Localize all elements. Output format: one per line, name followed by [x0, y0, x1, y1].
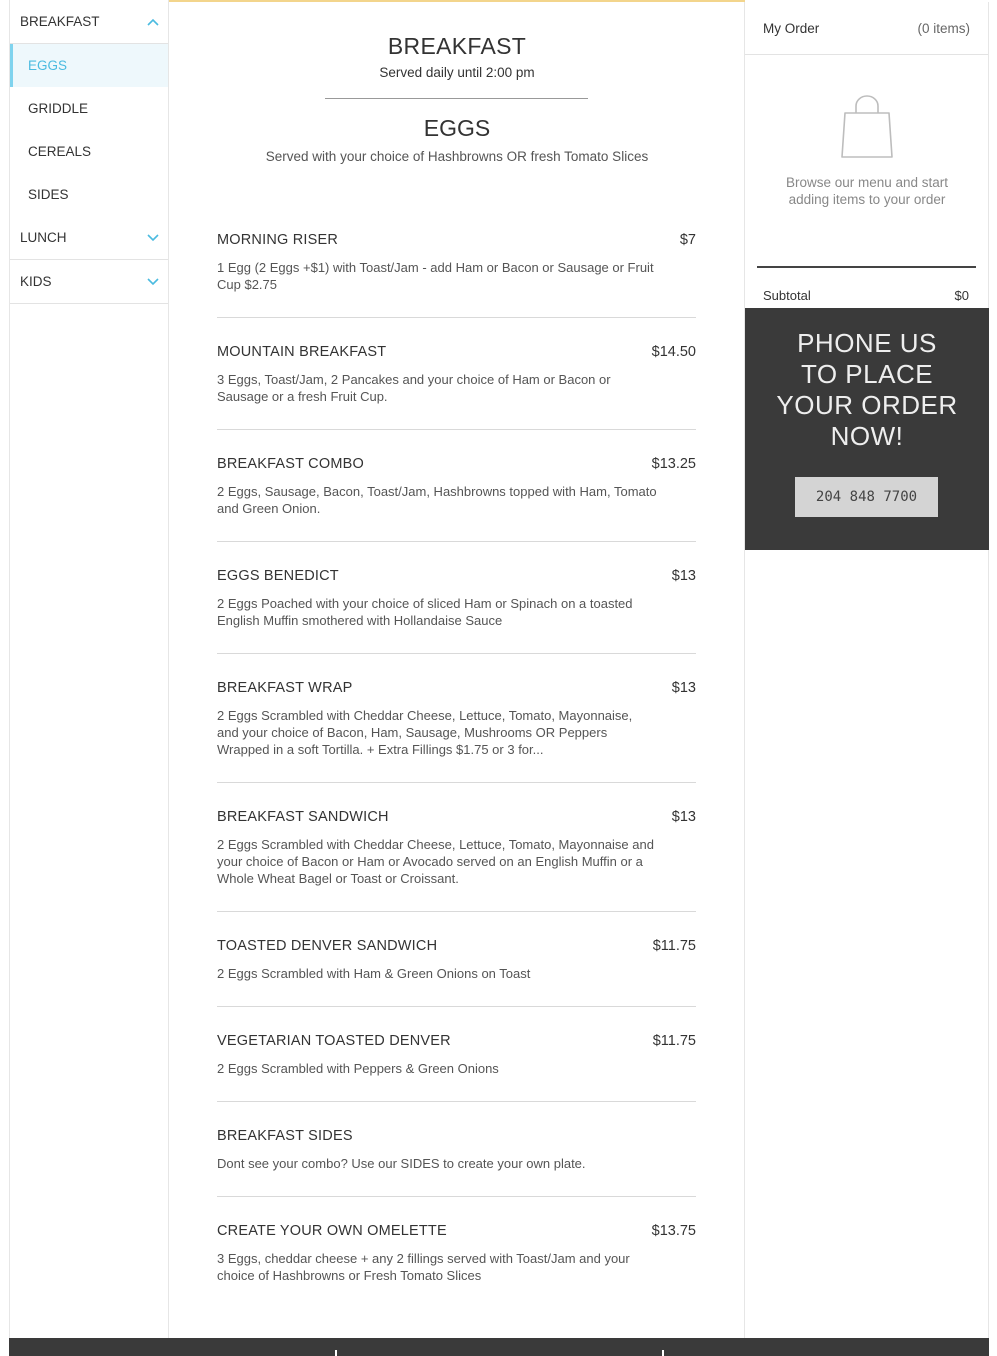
menu-item-name: EGGS BENEDICT [217, 568, 339, 584]
item-divider [217, 1006, 696, 1007]
item-divider [217, 541, 696, 542]
menu-item-name: BREAKFAST COMBO [217, 456, 364, 472]
menu-subtitle: Served daily until 2:00 pm [379, 65, 535, 80]
phone-cta-line: NOW! [830, 421, 904, 451]
item-divider [217, 911, 696, 912]
order-header [745, 2, 988, 55]
category-label: LUNCH [20, 230, 67, 245]
menu-item-description: Dont see your combo? Use our SIDES to create your own plate. [217, 1156, 586, 1171]
category-label: KIDS [20, 274, 52, 289]
category-label: BREAKFAST [20, 14, 100, 29]
menu-item-description: 2 Eggs Scrambled with Cheddar Cheese, Lettuce, Tomato, Mayonnaise, and your choice of Bacon, Ham, Sausage, Mushrooms OR Peppers Wrapped in a soft Tortilla. + Extra Fillings $1.75 or 3 for... [217, 708, 633, 757]
item-divider [217, 653, 696, 654]
menu-item-name: BREAKFAST SANDWICH [217, 809, 389, 825]
item-divider [217, 1196, 696, 1197]
menu-item-price: $11.75 [652, 938, 696, 954]
menu-item-name: MORNING RISER [217, 232, 339, 248]
subcategory-griddle[interactable]: GRIDDLE [28, 101, 89, 116]
subcategory-sides[interactable]: SIDES [28, 187, 69, 202]
subtotal-value: $0 [954, 288, 969, 303]
menu-item-name: TOASTED DENVER SANDWICH [217, 938, 438, 954]
shopping-bag-icon [840, 95, 894, 159]
footer-bar [9, 1338, 989, 1356]
menu-item-name: BREAKFAST SIDES [217, 1128, 353, 1144]
menu-panel [169, 2, 745, 1338]
menu-item-price: $13.75 [651, 1223, 696, 1239]
menu-item-name: MOUNTAIN BREAKFAST [217, 344, 387, 360]
menu-item-description: 1 Egg (2 Eggs +$1) with Toast/Jam - add Ham or Bacon or Sausage or Fruit Cup $2.75 [217, 260, 654, 292]
menu-item-description: 2 Eggs, Sausage, Bacon, Toast/Jam, Hashbrowns topped with Ham, Tomato and Green Onion. [217, 484, 657, 516]
subcategory-cereals[interactable]: CEREALS [28, 144, 92, 159]
phone-number-button[interactable]: 204 848 7700 [795, 477, 938, 517]
item-divider [217, 429, 696, 430]
menu-item-description: 2 Eggs Poached with your choice of sliced Ham or Spinach on a toasted English Muffin smothered with Hollandaise Sauce [217, 596, 633, 628]
menu-item-price: $13 [671, 809, 696, 825]
category-breakfast[interactable] [10, 0, 168, 44]
menu-item-price: $13.25 [651, 456, 696, 472]
order-panel [745, 2, 989, 1338]
menu-item-name: VEGETARIAN TOASTED DENVER [217, 1033, 451, 1049]
menu-item-price: $7 [679, 232, 696, 248]
chevron-down-icon[interactable] [147, 278, 159, 286]
phone-cta-line: YOUR ORDER [776, 390, 958, 420]
empty-order-message: Browse our menu and start adding items to your order [785, 175, 949, 207]
menu-item-description: 3 Eggs, Toast/Jam, 2 Pancakes and your choice of Ham or Bacon or Sausage or a fresh Fruit Cup. [217, 372, 611, 404]
category-kids[interactable] [10, 260, 168, 304]
footer-separator [335, 1350, 337, 1356]
menu-item-description: 2 Eggs Scrambled with Cheddar Cheese, Lettuce, Tomato, Mayonnaise and your choice of Bacon or Ham or Avocado served on an English Muffin or a Whole Wheat Bagel or Toast or Croissant. [217, 837, 654, 886]
order-divider [757, 266, 976, 268]
menu-item-price: $14.50 [651, 344, 696, 360]
menu-item-name: BREAKFAST WRAP [217, 680, 353, 696]
item-divider [217, 782, 696, 783]
phone-cta-line: PHONE US [797, 328, 937, 358]
order-item-count: (0 items) [917, 20, 970, 36]
subtotal-label: Subtotal [763, 288, 811, 303]
menu-item-name: CREATE YOUR OWN OMELETTE [217, 1223, 447, 1239]
menu-title: BREAKFAST [387, 33, 527, 59]
menu-item-description: 3 Eggs, cheddar cheese + any 2 fillings served with Toast/Jam and your choice of Hashbrowns or Fresh Tomato Slices [217, 1251, 630, 1283]
order-title: My Order [763, 20, 820, 36]
subcategory-eggs[interactable]: EGGS [10, 44, 168, 87]
chevron-down-icon[interactable] [147, 234, 159, 242]
section-subtitle: Served with your choice of Hashbrowns OR fresh Tomato Slices [265, 149, 649, 164]
footer-separator [662, 1350, 664, 1356]
menu-divider [325, 98, 588, 99]
menu-item-description: 2 Eggs Scrambled with Peppers & Green Onions [217, 1061, 499, 1076]
menu-item-price: $13 [671, 680, 696, 696]
menu-item-description: 2 Eggs Scrambled with Ham & Green Onions on Toast [217, 966, 531, 981]
menu-item-price: $11.75 [652, 1033, 696, 1049]
chevron-up-icon[interactable] [147, 18, 159, 26]
menu-item-price: $13 [671, 568, 696, 584]
item-divider [217, 317, 696, 318]
category-lunch[interactable] [10, 216, 168, 260]
category-sidebar [9, 0, 169, 1338]
phone-cta-line: TO PLACE [800, 359, 934, 389]
item-divider [217, 1101, 696, 1102]
phone-order-banner [745, 308, 989, 550]
section-title: EGGS [423, 115, 491, 141]
subtotal-row [763, 288, 969, 303]
phone-cta-text [745, 328, 989, 452]
